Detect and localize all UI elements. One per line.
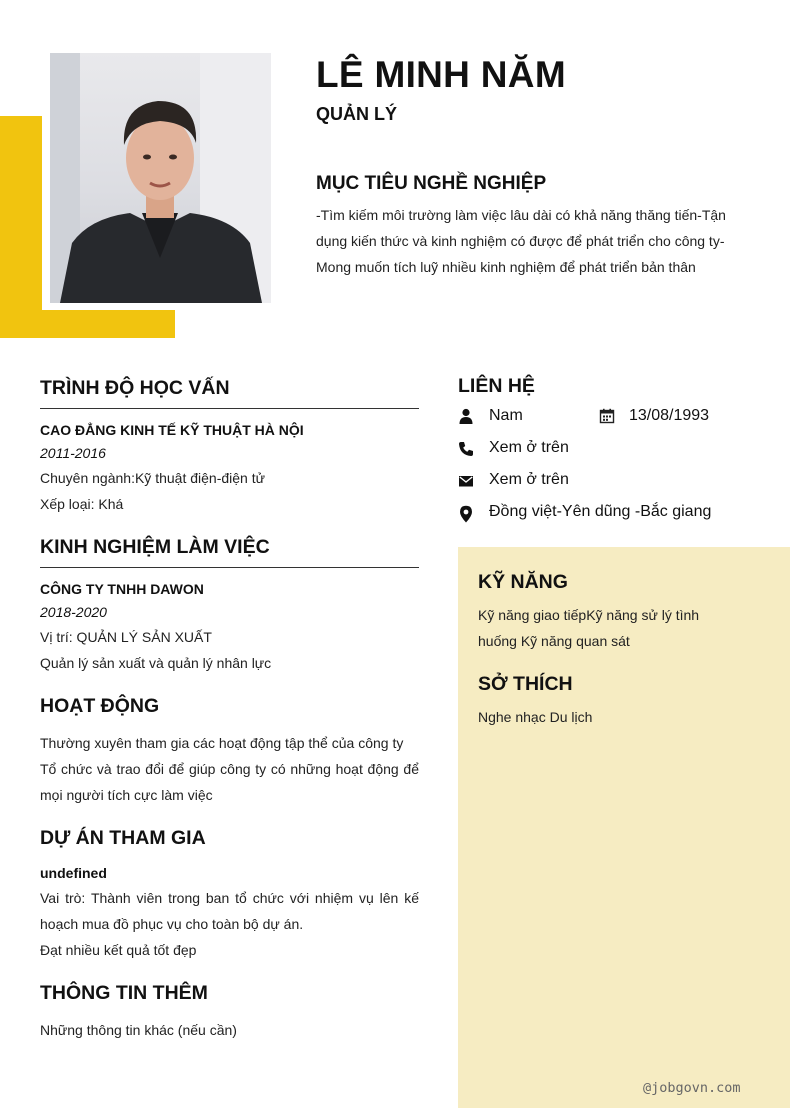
experience-period: 2018-2020 [40,604,107,620]
envelope-icon [458,473,474,489]
contact-title: LIÊN HỆ [458,375,535,397]
activities-title: HOẠT ĐỘNG [40,695,160,717]
skills-line: Kỹ năng giao tiếpKỹ năng sử lý tình [478,607,700,623]
education-period: 2011-2016 [40,445,106,461]
hobbies-title: SỞ THÍCH [478,673,573,695]
activities-line: Tổ chức và trao đổi để giúp công ty có những hoạt động để [40,761,419,777]
activities-line: mọi người tích cực làm việc [40,787,213,803]
project-line: Đạt nhiều kết quả tốt đẹp [40,942,197,958]
profile-photo [50,53,271,303]
candidate-name: LÊ MINH NĂM [316,54,566,95]
project-name: undefined [40,865,107,881]
skills-line: huống Kỹ năng quan sát [478,633,630,649]
additional-title: THÔNG TIN THÊM [40,982,208,1004]
contact-birthday: 13/08/1993 [629,407,710,424]
additional-text: Những thông tin khác (nếu cần) [40,1022,237,1038]
accent-bar-vertical [0,116,42,338]
experience-role: Vị trí: QUẢN LÝ SẢN XUẤT [40,629,212,645]
contact-email: Xem ở trên [489,471,569,488]
skills-title: KỸ NĂNG [478,571,568,593]
project-line: Vai trò: Thành viên trong ban tổ chức với nhiệm vụ lên kế [40,890,419,906]
objective-line: Mong muốn tích luỹ nhiều kinh nghiệm để phát triển bản thân [316,259,696,275]
education-divider [40,408,419,409]
project-line: hoạch mua đồ phục vụ cho toàn bộ dự án. [40,916,304,932]
objective-line: dụng kiến thức và kinh nghiệm có được để phát triển cho công ty- [316,233,725,249]
education-major: Chuyên ngành:Kỹ thuật điện-điện tử [40,470,265,486]
phone-icon [458,441,474,457]
accent-bar-horizontal [0,310,175,338]
person-icon [458,408,474,424]
contact-address: Đồng việt-Yên dũng -Bắc giang [489,503,712,520]
experience-description: Quản lý sản xuất và quản lý nhân lực [40,655,272,671]
candidate-position: QUẢN LÝ [316,104,397,124]
objective-title: MỤC TIÊU NGHỀ NGHIỆP [316,173,547,194]
projects-title: DỰ ÁN THAM GIA [40,827,206,849]
activities-line: Thường xuyên tham gia các hoạt động tập thể của công ty [40,735,404,751]
experience-divider [40,567,419,568]
experience-title: KINH NGHIỆM LÀM VIỆC [40,536,270,558]
education-title: TRÌNH ĐỘ HỌC VẤN [40,377,230,399]
site-watermark: @jobgovn.com [643,1080,741,1096]
hobbies-text: Nghe nhạc Du lịch [478,709,593,725]
contact-gender: Nam [489,407,523,424]
contact-phone: Xem ở trên [489,439,569,456]
experience-company: CÔNG TY TNHH DAWON [40,581,204,597]
location-pin-icon [458,505,474,523]
objective-text [316,202,736,280]
education-school: CAO ĐẲNG KINH TẾ KỸ THUẬT HÀ NỘI [40,422,304,438]
calendar-icon [599,408,615,424]
education-grade: Xếp loại: Khá [40,496,124,512]
objective-line: -Tìm kiếm môi trường làm việc lâu dài có khả năng thăng tiến-Tận [316,207,726,223]
